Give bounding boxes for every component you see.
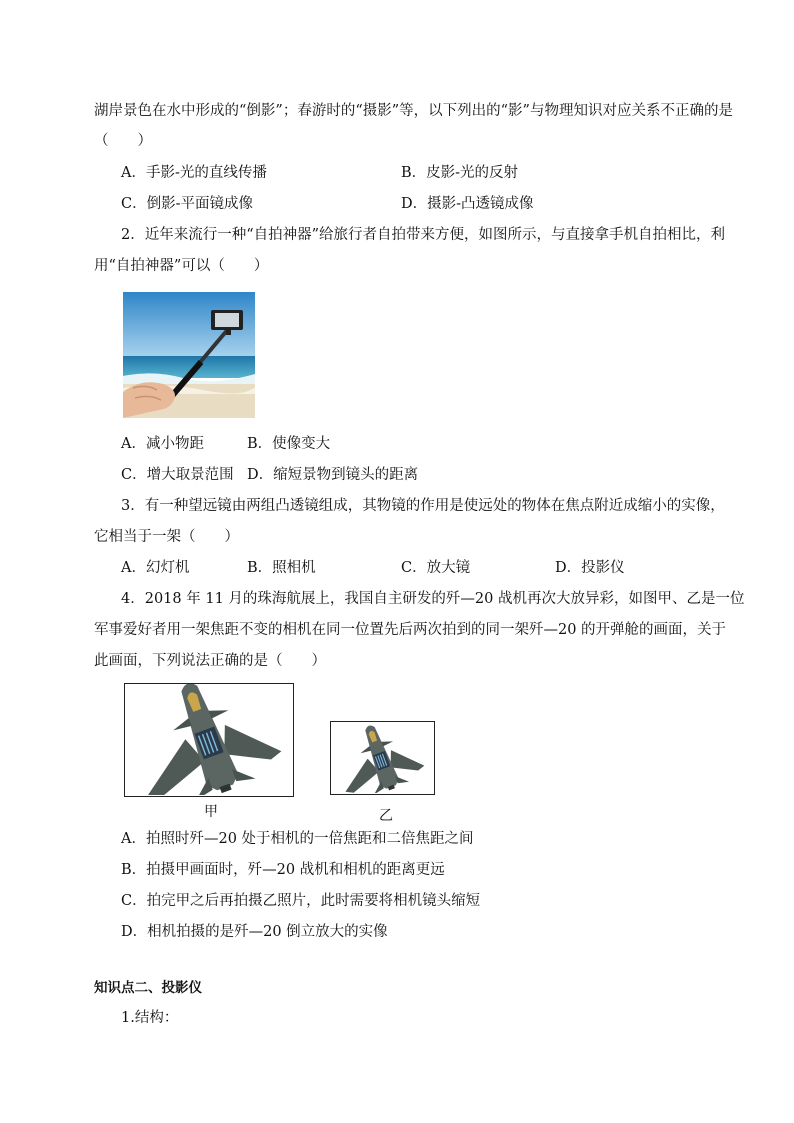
q2-option-a: A．减小物距: [121, 436, 204, 452]
q2-option-d: D．缩短景物到镜头的距离: [247, 467, 419, 483]
q4-stem-line-3: 此画面，下列说法正确的是（ ）: [94, 653, 326, 669]
section-item-1: 1.结构：: [121, 1010, 179, 1026]
q4-option-c: C．拍完甲之后再拍摄乙照片，此时需要将相机镜头缩短: [121, 893, 481, 909]
q1-option-b: B．皮影-光的反射: [401, 165, 519, 181]
q4-stem-line-1: 4．2018 年 11 月的珠海航展上，我国自主研发的歼—20 战机再次大放异彩，如图甲、乙是一位: [121, 591, 745, 607]
q3-option-a: A．幻灯机: [121, 560, 190, 576]
q3-stem-line-1: 3．有一种望远镜由两组凸透镜组成，其物镜的作用是使远处的物体在焦点附近成缩小的实像，: [121, 498, 725, 514]
jet-illustration-a: [125, 684, 292, 795]
section-heading: 知识点二、投影仪: [94, 980, 202, 996]
q4-option-b: B．拍摄甲画面时，歼—20 战机和相机的距离更远: [121, 862, 445, 878]
selfie-stick-illustration: [123, 292, 255, 418]
jet-photo-b: [330, 721, 435, 795]
intro-line-2: （ ）: [94, 133, 152, 149]
q4-option-d: D．相机拍摄的是歼—20 倒立放大的实像: [121, 924, 388, 940]
intro-line-1: 湖岸景色在水中形成的“倒影”；春游时的“摄影”等，以下列出的“影”与物理知识对应关系不正确的是: [94, 103, 733, 119]
q2-option-b: B．使像变大: [247, 436, 331, 452]
jet-illustration-b: [331, 722, 433, 793]
q2-option-c: C．增大取景范围: [121, 467, 234, 483]
q2-stem-line-1: 2．近年来流行一种“自拍神器”给旅行者自拍带来方便，如图所示，与直接拿手机自拍相比，利: [121, 227, 726, 243]
q3-option-b: B．照相机: [247, 560, 316, 576]
q4-option-a: A．拍照时歼—20 处于相机的一倍焦距和二倍焦距之间: [121, 831, 474, 847]
jet-photo-a: [124, 683, 294, 797]
q1-option-d: D．摄影-凸透镜成像: [401, 196, 534, 212]
q3-option-c: C．放大镜: [401, 560, 471, 576]
q2-stem-line-2: 用“自拍神器”可以（ ）: [94, 258, 269, 274]
q4-stem-line-2: 军事爱好者用一架焦距不变的相机在同一位置先后两次拍到的同一架歼—20 的开弹舱的画面，关于: [94, 622, 727, 638]
caption-yi: 乙: [379, 808, 393, 824]
q3-stem-line-2: 它相当于一架（ ）: [94, 529, 239, 545]
caption-jia: 甲: [204, 804, 218, 820]
q1-option-c: C．倒影-平面镜成像: [121, 196, 253, 212]
q1-option-a: A．手影-光的直线传播: [121, 165, 267, 181]
selfie-stick-image: [123, 292, 255, 418]
q3-option-d: D．投影仪: [555, 560, 625, 576]
